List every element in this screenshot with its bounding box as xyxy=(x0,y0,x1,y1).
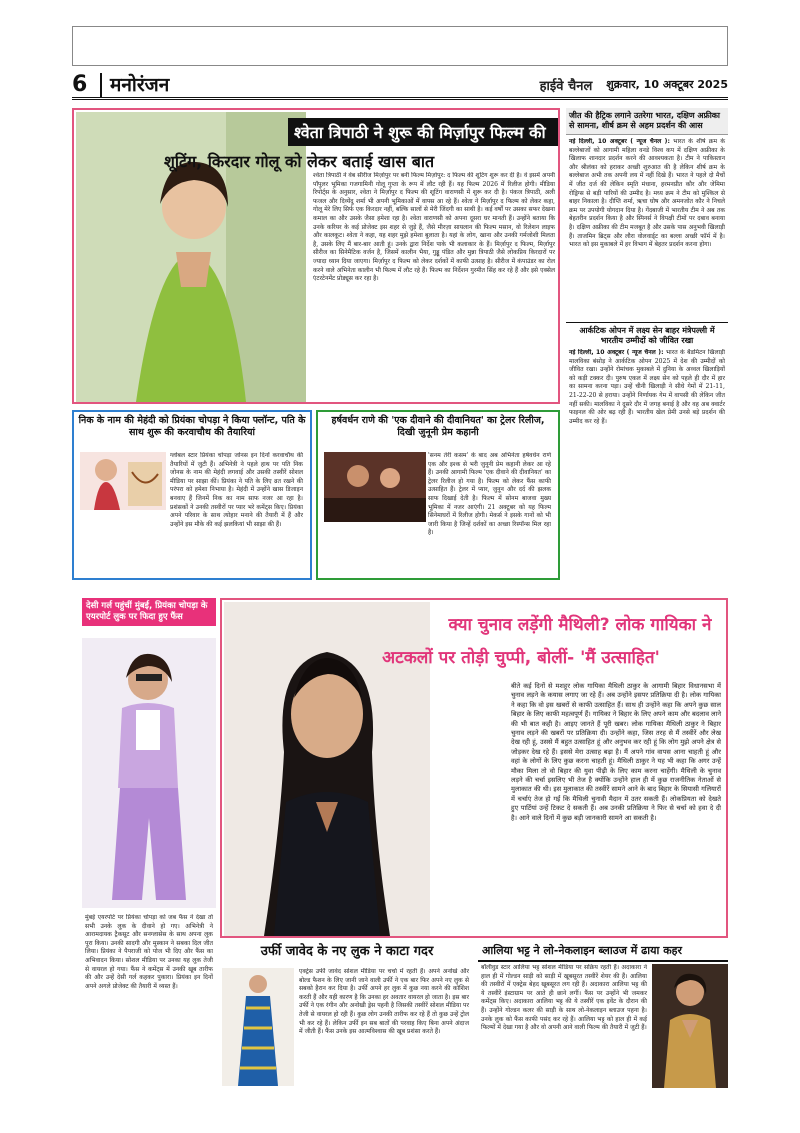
story-badminton xyxy=(566,322,728,522)
harsh-headline: हर्षवर्धन राणे की 'एक दीवाने की दीवानियत' का ट्रेलर रिलीज, दिखी जुनूनी प्रेम कहानी xyxy=(331,415,545,438)
urfi-headline: उर्फी जावेद के नए लुक ने काटा गदर xyxy=(260,944,434,959)
maithili-headline-line1: क्या चुनाव लड़ेंगी मैथिली? लोक गायिका ने xyxy=(448,615,712,635)
section-title: मनोरंजन xyxy=(100,73,169,97)
maithili-headline-line2: अटकलों पर तोड़ी चुप्पी, बोलीं- 'मैं उत्साहित' xyxy=(382,648,660,668)
issue-date: शुक्रवार, 10 अक्टूबर 2025 xyxy=(606,78,728,91)
maithili-body: बीते कई दिनों से मशहूर लोक गायिका मैथिली ठाकुर के आगामी बिहार विधानसभा में चुनाव लड़ने के कयास लगाए जा रहे हैं। अब उन्होंने इसपर प्रतिक्रिया दी है। लोक गायिका ने कहा कि वो इस खबरों से काफी उत्साहित हैं। साथ ही उन्होंने कहा कि अपने कुछ साल बिहार के लिए काफी महत्वपूर्ण हैं। गायिका ने बिहार के लिए अपने काम और बदलाव लाने की भी बात कही है। आइए जानते हैं पूरी खबर। लोक गायिका मैथिली ठाकुर ने बिहार चुनाव लड़ने की खबरों पर प्रतिक्रिया दी। उन्होंने कहा, जिस तरह से मैं तस्वीरें और लेख देख रही हूं, उससे मैं बहुत उत्साहित हूं और अनुभव कर रही हूं कि लोग मुझे अपने क्षेत्र से जोड़कर देख रहे हैं। इससे मेरा उत्साह बढ़ा है। मैं अपने गांव वापस आना चाहती हूं और वहां के लोगों के लिए कुछ करना चाहती हूं। मैथिली ठाकुर ने यह भी कहा कि अगर उन्हें मौका मिला तो वो बिहार की युवा पीढ़ी के लिए काम करना चाहेंगी। मैथिली के चुनाव लड़ने की चर्चा इसलिए भी तेज है क्योंकि उन्होंने हाल ही में कुछ राजनीतिक नेताओं से मुलाकात की थी। इस मुलाकात की तस्वीरें सामने आने के बाद बिहार के सियासी गलियारों में चर्चाएं तेज हो गईं कि मैथिली चुनावी मैदान में उतर सकती हैं। लोकप्रियता को देखते हुए पार्टियां उन्हें टिकट दे सकती हैं। अब उनकी प्रतिक्रिया ने फिर से चर्चा को हवा दे दी है। आने वाले दिनों में कुछ बड़ी जानकारी सामने आ सकती है। xyxy=(511,682,721,822)
cricket-dateline: नई दिल्ली, 10 अक्टूबर ( न्यूज चैनल ): xyxy=(569,138,670,145)
story-harshvardhan xyxy=(316,410,560,580)
story-alia xyxy=(478,942,728,1092)
page-header xyxy=(72,72,728,100)
brand-name: हाईवे चैनल xyxy=(539,78,593,94)
badminton-body: भारत के बैडमिंटन खिलाड़ी मालविका बंसोड़ ने आर्कटिक ओपन 2025 में देश की उम्मीदों को जीवित रखा। उन्होंने रोमांचक मुकाबले में दुनिया के अव्वल खिलाड़ियों को कड़ी टक्कर दी। पुरुष एकल में लक्ष्य सेन को पहले ही दौर में हार का सामना करना पड़ा। उन्हें चीनी खिलाड़ी ने सीधे गेमों में 21-11, 21-22-20 से हराया। उन्होंने निर्णायक गेम में वापसी की लेकिन जीत नहीं सकी। मालविका ने दूसरे दौर में जगह बनाई है और वह अब क्वार्टर फाइनल की ओर बढ़ रही हैं। भारतीय खेल प्रेमी उनसे बड़े प्रदर्शन की उम्मीद कर रहे हैं। xyxy=(569,349,725,425)
airport-body: मुंबई एयरपोर्ट पर प्रियंका चोपड़ा को जब फैंस ने देखा तो सभी उनके लुक के दीवाने हो गए। अभिनेत्री ने आरामदायक ट्रैकसूट और सनग्लासेस के साथ अपना लुक पूरा किया। उनकी सादगी और मुस्कान ने सबका दिल जीत लिया। प्रियंका ने पैपराजी को पोज भी दिए और फैंस का अभिवादन किया। सोशल मीडिया पर उनका यह लुक तेजी से वायरल हो गया। फैंस ने कमेंट्स में उनकी खूब तारीफ की और उन्हें देसी गर्ल कहकर पुकारा। प्रियंका इन दिनों अपने अगले प्रोजेक्ट की तैयारी में व्यस्त हैं। xyxy=(85,914,213,990)
story-cricket xyxy=(566,108,728,318)
masthead-box xyxy=(72,26,728,66)
cricket-body: भारत के शीर्ष क्रम के बल्लेबाजों को आगामी महिला वनडे विश्व कप में दक्षिण अफ्रीका के खिलाफ शानदार प्रदर्शन करने की आवश्यकता है। टीम ने पाकिस्तान और श्रीलंका को हराकर अच्छी शुरुआत की है लेकिन शीर्ष क्रम के बल्लेबाज अभी तक अपनी लय में नहीं दिखे हैं। भारत ने पहले दो मैचों में जीत दर्ज की लेकिन स्मृति मंधाना, हरमनप्रीत कौर और जेमिमा रोड्रिग्स से बड़ी पारियों की उम्मीद है। मध्य क्रम ने टीम को मुश्किल से बाहर निकाला है। दीप्ति शर्मा, ऋचा घोष और अमनजोत कौर ने निचले क्रम पर उपयोगी योगदान दिया है। गेंदबाजी में भारतीय टीम ने अब तक बेहतरीन प्रदर्शन किया है और स्पिनर्स ने विपक्षी टीमों पर दबाव बनाया है। दक्षिण अफ्रीका की टीम मजबूत है और उसके पास अनुभवी खिलाड़ी हैं। ताजमिन ब्रिट्स और लौरा वोलवार्ड्ट का बल्ला अच्छी फॉर्म में है। भारत को इस मुकाबले में हर विभाग में बेहतर प्रदर्शन करना होगा। xyxy=(569,138,726,249)
urfi-body: एक्ट्रेस उर्फी जावेद सोशल मीडिया पर चर्चा में रहती हैं। अपने अनोखे और बोल्ड फैशन के लिए जानी जाने वाली उर्फी ने एक बार फिर अपने नए लुक से सबको हैरान कर दिया है। उर्फी अपने हर लुक में कुछ नया करने की कोशिश करती हैं और यही कारण है कि उनका हर अवतार वायरल हो जाता है। इस बार उर्फी ने एक रंगीन और अनोखी ड्रेस पहनी है जिसकी तस्वीरें सोशल मीडिया पर तेजी से वायरल हो रही हैं। कुछ लोग उनकी तारीफ कर रहे हैं तो कुछ उन्हें ट्रोल भी कर रहे हैं। लेकिन उर्फी इन सब बातों की परवाह किए बिना अपने अंदाज में जीती हैं। फैंस उनके इस आत्मविश्वास की खूब प्रशंसा करते हैं। xyxy=(299,968,469,1036)
alia-body: बॉलीवुड स्टार आलिया भट्ट सोशल मीडिया पर सक्रिय रहती हैं। अदाकारा ने हाल ही में गोल्डन साड़ी को साड़ी में खूबसूरत तस्वीरें शेयर की हैं। आलिया की तस्वीरों में एक्ट्रेस बेहद खूबसूरत लग रही हैं। अदाकारा आलिया भट्ट की ये तस्वीरें इंस्टाग्राम पर आते ही छाने लगीं। फैंस पर उन्होंने भी जमकर कमेंट्स किए। अदाकारा आलिया भट्ट की ये तस्वीरें एक इवेंट के दौरान की हैं। उन्होंने गोल्डन कलर की साड़ी के साथ लो-नेकलाइन ब्लाउज पहना है। उनके लुक को फैंस काफी पसंद कर रहे हैं। आलिया भट्ट को हाल ही में कई फिल्मों में देखा गया है और वो अपनी आने वाली फिल्म की तैयारी में जुटी हैं। xyxy=(481,964,647,1032)
alia-photo xyxy=(652,964,728,1088)
page-number: 6 xyxy=(72,72,88,97)
airport-photo xyxy=(82,638,216,908)
badminton-dateline: नई दिल्ली, 10 अक्टूबर ( न्यूज चैनल ): xyxy=(569,349,664,356)
harsh-body: 'सनम तेरी कसम' के बाद अब अभिनेता हर्षवर्धन राणे एक और इश्क से भरी जुनूनी प्रेम कहानी लेकर आ रहे हैं। उनकी आगामी फिल्म 'एक दीवाने की दीवानियत' का ट्रेलर रिलीज हो गया है। फिल्म को लेकर फैंस काफी उत्साहित हैं। ट्रेलर में प्यार, जुनून और दर्द की झलक साफ दिखाई देती है। फिल्म में सोनम बाजवा मुख्य भूमिका में नजर आएंगी। 21 अक्टूबर को यह फिल्म सिनेमाघरों में रिलीज होगी। मेकर्स ने इसके गानों को भी जारी किया है जिन्हें दर्शकों का अच्छा रिस्पॉन्स मिल रहा है। xyxy=(428,452,551,537)
alia-headline: आलिया भट्ट ने लो-नेकलाइन ब्लाउज में ढाया कहर xyxy=(478,942,728,962)
airport-headline: देसी गर्ल पहुंचीं मुंबई, प्रियंका चोपड़ा के एयरपोर्ट लुक पर फिदा हुए फैंस xyxy=(82,598,216,626)
mehndi-body: ग्लोबल स्टार प्रियंका चोपड़ा जोनस इन दिनों करवाचौथ की तैयारियों में जुटी हैं। अभिनेत्री ने पहले हाथ पर पति निक जोनस के नाम की मेहंदी लगवाई और उसकी तस्वीरें सोशल मीडिया पर साझा कीं। प्रियंका ने पति के लिए व्रत रखने की परंपरा को हमेशा निभाया है। मेहंदी में उन्होंने खास डिजाइन बनवाए हैं जिनमें निक का नाम साफ नजर आ रहा है। प्रशंसकों ने उनकी तस्वीरों पर प्यार भरे कमेंट्स किए। प्रियंका अपने परिवार के साथ त्योहार मनाने की तैयारी में हैं और उन्होंने इस मौके की कई झलकियां भी साझा की हैं। xyxy=(170,452,303,528)
story-maithili xyxy=(220,598,728,938)
shweta-headline-line2: शूटिंग, किरदार गोलू को लेकर बताई खास बात xyxy=(164,152,435,171)
story-shweta xyxy=(72,108,560,404)
urfi-photo xyxy=(222,968,294,1086)
shweta-headline-line1: श्वेता त्रिपाठी ने शुरू की मिर्ज़ापुर फिल्म की xyxy=(288,118,558,146)
story-urfi xyxy=(220,942,474,1092)
mehndi-headline: निक के नाम की मेहंदी को प्रियंका चोपड़ा ने किया फ्लॉन्ट, पति के साथ शुरू की करवाचौथ की तैयारियां xyxy=(78,415,306,438)
badminton-headline: आर्कटिक ओपन में लक्ष्य सेन बाहर मंत्रेपल्ली में भारतीय उम्मीदों को जीवित रखा xyxy=(579,326,715,345)
shweta-body: श्वेता त्रिपाठी ने वेब सीरीज मिर्ज़ापुर पर बनी फिल्म मिर्ज़ापुर: द फिल्म की शूटिंग शुरू कर दी है। वे इसमें अपनी पॉपुलर भूमिका गजगामिनी गोलू गुप्ता के रूप में लौट रही हैं। यह फिल्म 2026 में रिलीज होगी। मीडिया रिपोर्ट्स के अनुसार, श्वेता ने मिर्ज़ापुर द फिल्म की शूटिंग वाराणसी में शुरू कर दी है। पंकज त्रिपाठी, अली फजल और दिव्येंदु शर्मा भी अपनी भूमिकाओं में वापस आ रहे हैं। श्वेता ने मिर्ज़ापुर द फिल्म को लेकर कहा, गोलू मेरे लिए सिर्फ एक किरदार नहीं, बल्कि सालों से मेरी जिंदगी का साथी है। कई वर्षों पर उसका सफर देखना कमाल का और उसके जैसा हमेशा रहा है। श्वेता वाराणसी को अपना दूसरा घर मानती हैं। उन्होंने बताया कि उनके करियर के कई प्रोजेक्ट इस शहर से जुड़े हैं, जैसे मीरज़ा सायलान की फिल्म मसान, वो रिलेशन लाइफ और कालकूट। श्वेता ने कहा, यह शहर मुझे हमेशा बुलाता है। यहां के लोग, खाना और उनकी गर्मजोशी मिलता है, उसके लिए मैं बार-बार आती हूं। उनके द्वारा निर्देश पाके भी कलाकार के हैं। मिर्ज़ापुर द फिल्म, मिर्ज़ापुर सीरीज का सिनेमैटिक वर्जन है, जिसमें कालीन भैया, गुड्डू पंडित और मुन्ना त्रिपाठी जैसे लोकप्रिय किरदारों पर ज्यादा ध्यान दिया जाएगा। मिर्ज़ापुर द फिल्म को लेकर दर्शकों में काफी उत्साह है। सीरीज में कंपाउंडर का रोल करने वाले अभिनेता कालीन भी फिल्म में लौट रहे हैं। फिल्म का निर्देशन गुरमीत सिंह कर रहे हैं और इसे एक्सेल एंटरटेनमेंट प्रोड्यूस कर रहा है। xyxy=(313,172,555,283)
story-priyanka-airport xyxy=(82,598,216,1092)
story-priyanka-mehndi xyxy=(72,410,312,580)
cricket-headline: जीत की हैट्रिक लगाने उतरेगा भारत, दक्षिण अफ्रीका से सामना, शीर्ष क्रम से अहम प्रदर्शन की आस xyxy=(566,108,728,135)
